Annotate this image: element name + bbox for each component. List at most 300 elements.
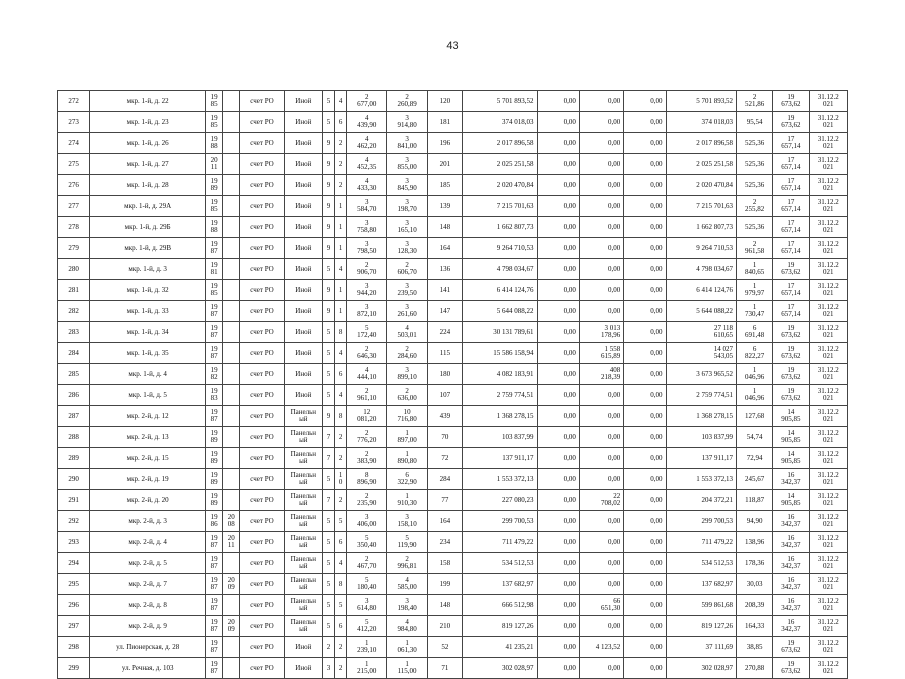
cell-area-living: 1 115,00 (387, 658, 427, 679)
cell-fund-regional: 0,00 (579, 385, 623, 406)
cell-wall-material: Иной (284, 343, 322, 364)
cell-max-unit-cost: 19 673,62 (773, 385, 809, 406)
cell-area-total: 4 452,35 (347, 154, 387, 175)
cell-unit-cost: 6 822,27 (737, 343, 773, 364)
cell-total-cost: 30 131 789,61 (462, 322, 537, 343)
cell-fund-local: 0,00 (624, 322, 666, 343)
cell-max-unit-cost: 16 342,37 (773, 595, 809, 616)
cell-fund-local: 0,00 (624, 217, 666, 238)
cell-year-rebuilt (223, 238, 240, 259)
cell-area-living: 3 158,10 (387, 511, 427, 532)
cell-account: счет РО (240, 133, 284, 154)
cell-wall-material: Иной (284, 280, 322, 301)
cell-area-total: 2 906,70 (347, 259, 387, 280)
cell-unit-cost: 127,68 (737, 406, 773, 427)
cell-floors: 5 (322, 532, 334, 553)
cell-wall-material: Иной (284, 364, 322, 385)
cell-year-rebuilt (223, 364, 240, 385)
cell-account: счет РО (240, 595, 284, 616)
cell-wall-material: Иной (284, 196, 322, 217)
cell-year-built: 19 85 (206, 280, 223, 301)
cell-address: мкр. 1-й, д. 26 (90, 133, 206, 154)
cell-year-built: 19 87 (206, 532, 223, 553)
cell-year-built: 19 87 (206, 553, 223, 574)
cell-residents: 181 (427, 112, 462, 133)
cell-wall-material: Иной (284, 154, 322, 175)
cell-residents: 196 (427, 133, 462, 154)
cell-max-unit-cost: 19 673,62 (773, 364, 809, 385)
cell-account: счет РО (240, 427, 284, 448)
cell-fund-federal: 0,00 (537, 385, 579, 406)
cell-area-living: 2 636,00 (387, 385, 427, 406)
cell-fund-federal: 0,00 (537, 217, 579, 238)
cell-no: 296 (58, 595, 90, 616)
cell-no: 289 (58, 448, 90, 469)
cell-year-rebuilt: 20 08 (223, 511, 240, 532)
cell-deadline: 31.12.2 021 (809, 280, 847, 301)
cell-deadline: 31.12.2 021 (809, 217, 847, 238)
cell-fund-federal: 0,00 (537, 133, 579, 154)
cell-max-unit-cost: 19 673,62 (773, 112, 809, 133)
cell-account: счет РО (240, 343, 284, 364)
cell-area-living: 3 198,40 (387, 595, 427, 616)
cell-entrances: 1 (335, 280, 347, 301)
cell-fund-federal: 0,00 (537, 259, 579, 280)
cell-deadline: 31.12.2 021 (809, 406, 847, 427)
cell-fund-local: 0,00 (624, 133, 666, 154)
cell-wall-material: Панельн ый (284, 511, 322, 532)
cell-wall-material: Панельн ый (284, 469, 322, 490)
cell-area-living: 3 845,90 (387, 175, 427, 196)
cell-account: счет РО (240, 469, 284, 490)
cell-residents: 199 (427, 574, 462, 595)
cell-fund-federal: 0,00 (537, 595, 579, 616)
cell-no: 281 (58, 280, 90, 301)
cell-residents: 164 (427, 511, 462, 532)
cell-deadline: 31.12.2 021 (809, 490, 847, 511)
cell-fund-federal: 0,00 (537, 553, 579, 574)
cell-floors: 5 (322, 469, 334, 490)
cell-fund-regional: 0,00 (579, 301, 623, 322)
cell-address: мкр. 1-й, д. 5 (90, 385, 206, 406)
cell-fund-owners: 3 673 965,52 (666, 364, 737, 385)
table-row (58, 469, 848, 490)
cell-address: мкр. 1-й, д. 33 (90, 301, 206, 322)
cell-fund-regional: 0,00 (579, 217, 623, 238)
cell-fund-owners: 137 911,17 (666, 448, 737, 469)
cell-total-cost: 4 082 183,91 (462, 364, 537, 385)
cell-floors: 5 (322, 322, 334, 343)
cell-account: счет РО (240, 175, 284, 196)
cell-deadline: 31.12.2 021 (809, 553, 847, 574)
cell-year-rebuilt (223, 91, 240, 112)
cell-floors: 9 (322, 217, 334, 238)
cell-wall-material: Иной (284, 658, 322, 679)
cell-no: 290 (58, 469, 90, 490)
cell-area-living: 1 061,30 (387, 637, 427, 658)
cell-no: 298 (58, 637, 90, 658)
cell-deadline: 31.12.2 021 (809, 133, 847, 154)
cell-fund-owners: 302 028,97 (666, 658, 737, 679)
cell-no: 299 (58, 658, 90, 679)
cell-fund-regional: 0,00 (579, 259, 623, 280)
cell-deadline: 31.12.2 021 (809, 574, 847, 595)
cell-area-living: 2 284,60 (387, 343, 427, 364)
cell-residents: 120 (427, 91, 462, 112)
cell-address: мкр. 2-й, д. 5 (90, 553, 206, 574)
cell-address: мкр. 2-й, д. 13 (90, 427, 206, 448)
cell-deadline: 31.12.2 021 (809, 322, 847, 343)
cell-entrances: 2 (335, 637, 347, 658)
cell-no: 297 (58, 616, 90, 637)
cell-total-cost: 302 028,97 (462, 658, 537, 679)
cell-year-built: 19 89 (206, 469, 223, 490)
cell-year-rebuilt (223, 469, 240, 490)
cell-floors: 5 (322, 385, 334, 406)
cell-address: мкр. 2-й, д. 4 (90, 532, 206, 553)
cell-fund-federal: 0,00 (537, 448, 579, 469)
cell-no: 291 (58, 490, 90, 511)
cell-residents: 234 (427, 532, 462, 553)
cell-fund-regional: 3 013 178,96 (579, 322, 623, 343)
table-row (58, 427, 848, 448)
cell-fund-owners: 599 861,68 (666, 595, 737, 616)
cell-wall-material: Иной (284, 259, 322, 280)
cell-year-rebuilt (223, 406, 240, 427)
table-row (58, 574, 848, 595)
cell-fund-local: 0,00 (624, 469, 666, 490)
cell-year-rebuilt (223, 133, 240, 154)
cell-year-built: 19 85 (206, 196, 223, 217)
cell-account: счет РО (240, 91, 284, 112)
cell-fund-owners: 5 701 893,52 (666, 91, 737, 112)
cell-floors: 9 (322, 301, 334, 322)
cell-unit-cost: 1 046,96 (737, 385, 773, 406)
cell-max-unit-cost: 14 905,85 (773, 406, 809, 427)
cell-account: счет РО (240, 448, 284, 469)
cell-deadline: 31.12.2 021 (809, 175, 847, 196)
table-row (58, 553, 848, 574)
cell-fund-federal: 0,00 (537, 427, 579, 448)
cell-wall-material: Иной (284, 301, 322, 322)
cell-address: мкр. 1-й, д. 29А (90, 196, 206, 217)
cell-entrances: 2 (335, 490, 347, 511)
cell-entrances: 2 (335, 448, 347, 469)
cell-max-unit-cost: 19 673,62 (773, 343, 809, 364)
cell-address: мкр. 1-й, д. 23 (90, 112, 206, 133)
cell-unit-cost: 164,33 (737, 616, 773, 637)
cell-unit-cost: 525,36 (737, 175, 773, 196)
cell-address: мкр. 2-й, д. 19 (90, 469, 206, 490)
cell-area-total: 2 776,20 (347, 427, 387, 448)
cell-total-cost: 711 479,22 (462, 532, 537, 553)
cell-fund-owners: 711 479,22 (666, 532, 737, 553)
cell-unit-cost: 525,36 (737, 133, 773, 154)
cell-fund-owners: 14 027 543,05 (666, 343, 737, 364)
cell-fund-federal: 0,00 (537, 532, 579, 553)
cell-area-total: 1 239,10 (347, 637, 387, 658)
cell-fund-regional: 0,00 (579, 175, 623, 196)
cell-area-living: 3 855,00 (387, 154, 427, 175)
table-row (58, 616, 848, 637)
cell-no: 275 (58, 154, 90, 175)
page-number: 43 (446, 40, 459, 52)
cell-fund-federal: 0,00 (537, 196, 579, 217)
cell-address: мкр. 1-й, д. 3 (90, 259, 206, 280)
cell-year-built: 19 81 (206, 259, 223, 280)
cell-total-cost: 2 759 774,51 (462, 385, 537, 406)
cell-fund-regional: 0,00 (579, 280, 623, 301)
cell-area-total: 3 758,80 (347, 217, 387, 238)
cell-account: счет РО (240, 364, 284, 385)
cell-fund-federal: 0,00 (537, 91, 579, 112)
cell-area-total: 12 081,20 (347, 406, 387, 427)
cell-floors: 5 (322, 259, 334, 280)
cell-area-living: 1 897,00 (387, 427, 427, 448)
cell-area-living: 10 716,80 (387, 406, 427, 427)
cell-residents: 136 (427, 259, 462, 280)
cell-wall-material: Иной (284, 238, 322, 259)
cell-address: мкр. 2-й, д. 7 (90, 574, 206, 595)
table-row (58, 280, 848, 301)
cell-total-cost: 819 127,26 (462, 616, 537, 637)
cell-entrances: 4 (335, 385, 347, 406)
cell-area-total: 3 584,70 (347, 196, 387, 217)
cell-wall-material: Иной (284, 217, 322, 238)
cell-wall-material: Иной (284, 385, 322, 406)
cell-fund-regional: 1 558 615,89 (579, 343, 623, 364)
cell-fund-federal: 0,00 (537, 616, 579, 637)
cell-fund-federal: 0,00 (537, 343, 579, 364)
cell-residents: 77 (427, 490, 462, 511)
cell-residents: 201 (427, 154, 462, 175)
cell-fund-owners: 204 372,21 (666, 490, 737, 511)
table-row (58, 238, 848, 259)
cell-year-rebuilt (223, 112, 240, 133)
cell-unit-cost: 1 979,97 (737, 280, 773, 301)
cell-fund-regional: 0,00 (579, 553, 623, 574)
cell-entrances: 4 (335, 553, 347, 574)
cell-total-cost: 9 264 710,53 (462, 238, 537, 259)
cell-wall-material: Панельн ый (284, 532, 322, 553)
cell-fund-federal: 0,00 (537, 490, 579, 511)
cell-fund-local: 0,00 (624, 406, 666, 427)
cell-wall-material: Панельн ый (284, 427, 322, 448)
cell-area-total: 5 172,40 (347, 322, 387, 343)
cell-max-unit-cost: 16 342,37 (773, 511, 809, 532)
cell-fund-federal: 0,00 (537, 112, 579, 133)
cell-fund-local: 0,00 (624, 385, 666, 406)
cell-fund-regional: 0,00 (579, 469, 623, 490)
cell-entrances: 1 (335, 217, 347, 238)
cell-fund-local: 0,00 (624, 490, 666, 511)
cell-fund-owners: 374 018,03 (666, 112, 737, 133)
cell-account: счет РО (240, 616, 284, 637)
cell-fund-local: 0,00 (624, 175, 666, 196)
cell-residents: 141 (427, 280, 462, 301)
cell-no: 282 (58, 301, 90, 322)
cell-entrances: 8 (335, 574, 347, 595)
cell-residents: 107 (427, 385, 462, 406)
cell-wall-material: Иной (284, 637, 322, 658)
cell-address: ул. Пионерская, д. 28 (90, 637, 206, 658)
cell-entrances: 1 (335, 301, 347, 322)
cell-unit-cost: 525,36 (737, 217, 773, 238)
cell-unit-cost: 72,94 (737, 448, 773, 469)
cell-entrances: 2 (335, 154, 347, 175)
cell-entrances: 8 (335, 322, 347, 343)
cell-area-living: 3 239,50 (387, 280, 427, 301)
cell-fund-federal: 0,00 (537, 406, 579, 427)
cell-total-cost: 2 017 896,58 (462, 133, 537, 154)
cell-year-rebuilt: 20 09 (223, 574, 240, 595)
cell-floors: 9 (322, 280, 334, 301)
cell-no: 294 (58, 553, 90, 574)
cell-max-unit-cost: 19 673,62 (773, 259, 809, 280)
cell-area-living: 4 984,80 (387, 616, 427, 637)
cell-wall-material: Иной (284, 175, 322, 196)
cell-no: 295 (58, 574, 90, 595)
cell-account: счет РО (240, 406, 284, 427)
cell-fund-federal: 0,00 (537, 658, 579, 679)
cell-account: счет РО (240, 259, 284, 280)
cell-residents: 72 (427, 448, 462, 469)
cell-deadline: 31.12.2 021 (809, 595, 847, 616)
cell-account: счет РО (240, 280, 284, 301)
cell-entrances: 6 (335, 532, 347, 553)
cell-account: счет РО (240, 301, 284, 322)
cell-fund-local: 0,00 (624, 427, 666, 448)
cell-fund-owners: 103 837,99 (666, 427, 737, 448)
cell-fund-regional: 0,00 (579, 574, 623, 595)
cell-area-total: 4 439,90 (347, 112, 387, 133)
cell-fund-federal: 0,00 (537, 637, 579, 658)
table-row (58, 175, 848, 196)
cell-area-living: 1 890,80 (387, 448, 427, 469)
cell-entrances: 8 (335, 406, 347, 427)
cell-address: мкр. 2-й, д. 3 (90, 511, 206, 532)
cell-fund-owners: 5 644 088,22 (666, 301, 737, 322)
cell-fund-regional: 0,00 (579, 511, 623, 532)
cell-floors: 5 (322, 595, 334, 616)
cell-no: 280 (58, 259, 90, 280)
cell-address: мкр. 1-й, д. 35 (90, 343, 206, 364)
cell-year-built: 19 86 (206, 511, 223, 532)
cell-floors: 3 (322, 658, 334, 679)
cell-year-built: 19 87 (206, 637, 223, 658)
cell-total-cost: 1 662 807,73 (462, 217, 537, 238)
cell-area-total: 4 444,10 (347, 364, 387, 385)
cell-year-built: 19 87 (206, 616, 223, 637)
cell-address: мкр. 1-й, д. 27 (90, 154, 206, 175)
cell-unit-cost: 2 961,58 (737, 238, 773, 259)
cell-year-built: 19 87 (206, 574, 223, 595)
register-body (58, 91, 848, 679)
cell-address: мкр. 1-й, д. 29В (90, 238, 206, 259)
cell-year-rebuilt (223, 259, 240, 280)
cell-fund-federal: 0,00 (537, 574, 579, 595)
cell-total-cost: 6 414 124,76 (462, 280, 537, 301)
cell-residents: 284 (427, 469, 462, 490)
cell-total-cost: 1 553 372,13 (462, 469, 537, 490)
cell-unit-cost: 178,36 (737, 553, 773, 574)
cell-fund-local: 0,00 (624, 595, 666, 616)
cell-total-cost: 4 798 034,67 (462, 259, 537, 280)
cell-address: мкр. 1-й, д. 34 (90, 322, 206, 343)
cell-area-total: 5 350,40 (347, 532, 387, 553)
cell-year-rebuilt (223, 385, 240, 406)
cell-fund-owners: 37 111,69 (666, 637, 737, 658)
cell-year-built: 19 85 (206, 112, 223, 133)
cell-year-rebuilt (223, 154, 240, 175)
cell-year-rebuilt (223, 427, 240, 448)
cell-max-unit-cost: 17 657,14 (773, 196, 809, 217)
cell-deadline: 31.12.2 021 (809, 385, 847, 406)
cell-account: счет РО (240, 490, 284, 511)
cell-fund-local: 0,00 (624, 91, 666, 112)
cell-floors: 5 (322, 553, 334, 574)
cell-address: мкр. 1-й, д. 22 (90, 91, 206, 112)
cell-fund-owners: 299 700,53 (666, 511, 737, 532)
cell-year-rebuilt: 20 09 (223, 616, 240, 637)
cell-residents: 224 (427, 322, 462, 343)
cell-entrances: 6 (335, 112, 347, 133)
cell-floors: 9 (322, 154, 334, 175)
cell-area-total: 5 180,40 (347, 574, 387, 595)
cell-deadline: 31.12.2 021 (809, 511, 847, 532)
cell-entrances: 4 (335, 259, 347, 280)
cell-fund-regional: 0,00 (579, 238, 623, 259)
cell-max-unit-cost: 16 342,37 (773, 616, 809, 637)
cell-area-total: 3 406,00 (347, 511, 387, 532)
cell-no: 276 (58, 175, 90, 196)
cell-no: 286 (58, 385, 90, 406)
cell-deadline: 31.12.2 021 (809, 532, 847, 553)
cell-entrances: 2 (335, 427, 347, 448)
cell-wall-material: Иной (284, 91, 322, 112)
cell-account: счет РО (240, 553, 284, 574)
cell-year-rebuilt (223, 217, 240, 238)
cell-fund-owners: 1 662 807,73 (666, 217, 737, 238)
cell-address: мкр. 2-й, д. 15 (90, 448, 206, 469)
cell-unit-cost: 95,54 (737, 112, 773, 133)
cell-no: 283 (58, 322, 90, 343)
cell-fund-federal: 0,00 (537, 175, 579, 196)
cell-fund-regional: 408 218,39 (579, 364, 623, 385)
cell-area-total: 2 646,30 (347, 343, 387, 364)
cell-max-unit-cost: 14 905,85 (773, 448, 809, 469)
cell-max-unit-cost: 16 342,37 (773, 532, 809, 553)
cell-area-total: 8 896,90 (347, 469, 387, 490)
cell-area-living: 3 165,10 (387, 217, 427, 238)
cell-fund-regional: 0,00 (579, 154, 623, 175)
cell-entrances: 1 (335, 196, 347, 217)
cell-account: счет РО (240, 511, 284, 532)
cell-residents: 164 (427, 238, 462, 259)
table-row (58, 490, 848, 511)
cell-area-total: 2 961,10 (347, 385, 387, 406)
cell-unit-cost: 270,88 (737, 658, 773, 679)
cell-fund-owners: 9 264 710,53 (666, 238, 737, 259)
cell-fund-regional: 22 708,02 (579, 490, 623, 511)
cell-total-cost: 103 837,99 (462, 427, 537, 448)
cell-residents: 180 (427, 364, 462, 385)
cell-area-total: 3 944,20 (347, 280, 387, 301)
cell-year-built: 19 87 (206, 301, 223, 322)
cell-no: 293 (58, 532, 90, 553)
cell-fund-owners: 137 682,97 (666, 574, 737, 595)
cell-fund-local: 0,00 (624, 616, 666, 637)
